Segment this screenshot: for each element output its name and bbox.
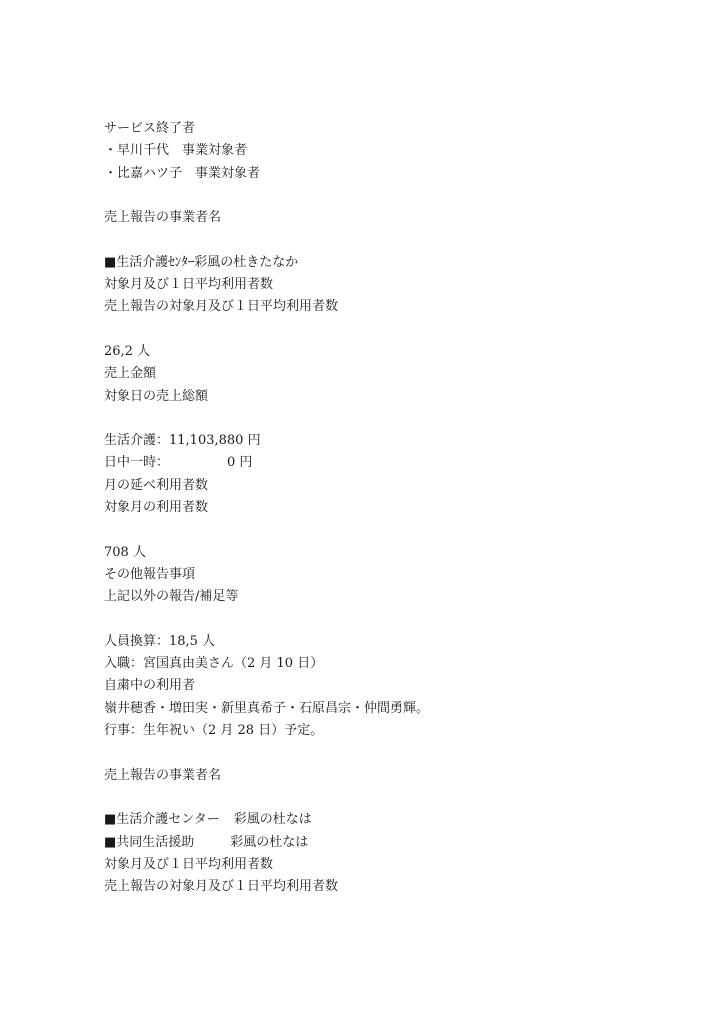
- self-isolation-label: 自粛中の利用者: [104, 678, 196, 694]
- sales-sub: 対象日の売上総額: [104, 388, 209, 404]
- staff-count: 人員換算：18,5 人: [104, 633, 216, 649]
- document-body: [104, 118, 684, 898]
- facility-2-type: ■共同生活援助: [104, 834, 195, 850]
- avg-users-sub-2: 売上報告の対象月及び１日平均利用者数: [104, 879, 339, 895]
- sales-label: 売上金額: [104, 366, 157, 382]
- avg-users-label-2: 対象月及び１日平均利用者数: [104, 856, 274, 872]
- facility-1-type: ■生活介護センター: [104, 812, 220, 828]
- avg-users-sub: 売上報告の対象月及び１日平均利用者数: [104, 299, 339, 315]
- business-name-heading-2: 売上報告の事業者名: [104, 767, 222, 783]
- new-hire: 入職：宮国真由美さん（2 月 10 日）: [104, 656, 324, 672]
- business-name-heading: 売上報告の事業者名: [104, 210, 222, 226]
- facility-2-name: 彩風の杜なは: [230, 834, 309, 850]
- other-report-sub: 上記以外の報告/補足等: [104, 589, 239, 605]
- avg-users-label: 対象月及び１日平均利用者数: [104, 277, 274, 293]
- facility-1-name: 彩風の杜なは: [233, 812, 312, 828]
- monthly-users-label: 月の延べ利用者数: [104, 477, 209, 493]
- blank-line: [104, 185, 684, 207]
- blank-line: [104, 609, 684, 631]
- blank-line: [104, 742, 684, 764]
- blank-line: [104, 787, 684, 809]
- facility-name: ■生活介護ｾﾝﾀｰ彩風の杜きたなか: [104, 254, 299, 270]
- service-ended-heading: サービス終了者: [104, 121, 196, 136]
- sales-nitchu-label: 日中一時：: [104, 455, 170, 471]
- blank-line: [104, 519, 684, 541]
- blank-line: [104, 408, 684, 430]
- sales-seikatsu: 生活介護：11,103,880 円: [104, 433, 261, 449]
- ended-user-1: ・早川千代 事業対象者: [104, 143, 248, 159]
- facility-row-1: [104, 809, 684, 831]
- monthly-users-sub: 対象月の利用者数: [104, 500, 209, 516]
- self-isolation-names: 嶺井穂香・増田実・新里真希子・石原昌宗・仲間勇輝。: [104, 700, 430, 716]
- sales-nitchu: [104, 452, 684, 474]
- facility-row-2: [104, 832, 684, 854]
- avg-users-value: 26,2 人: [104, 343, 151, 359]
- other-report-label: その他報告事項: [104, 566, 196, 582]
- ended-user-2: ・比嘉ハツ子 事業対象者: [104, 165, 261, 181]
- blank-line: [104, 319, 684, 341]
- event-note: 行事：生年祝い（2 月 28 日）予定。: [104, 723, 324, 739]
- sales-nitchu-value: 0 円: [227, 455, 253, 471]
- monthly-users-value: 708 人: [104, 544, 146, 560]
- blank-line: [104, 229, 684, 251]
